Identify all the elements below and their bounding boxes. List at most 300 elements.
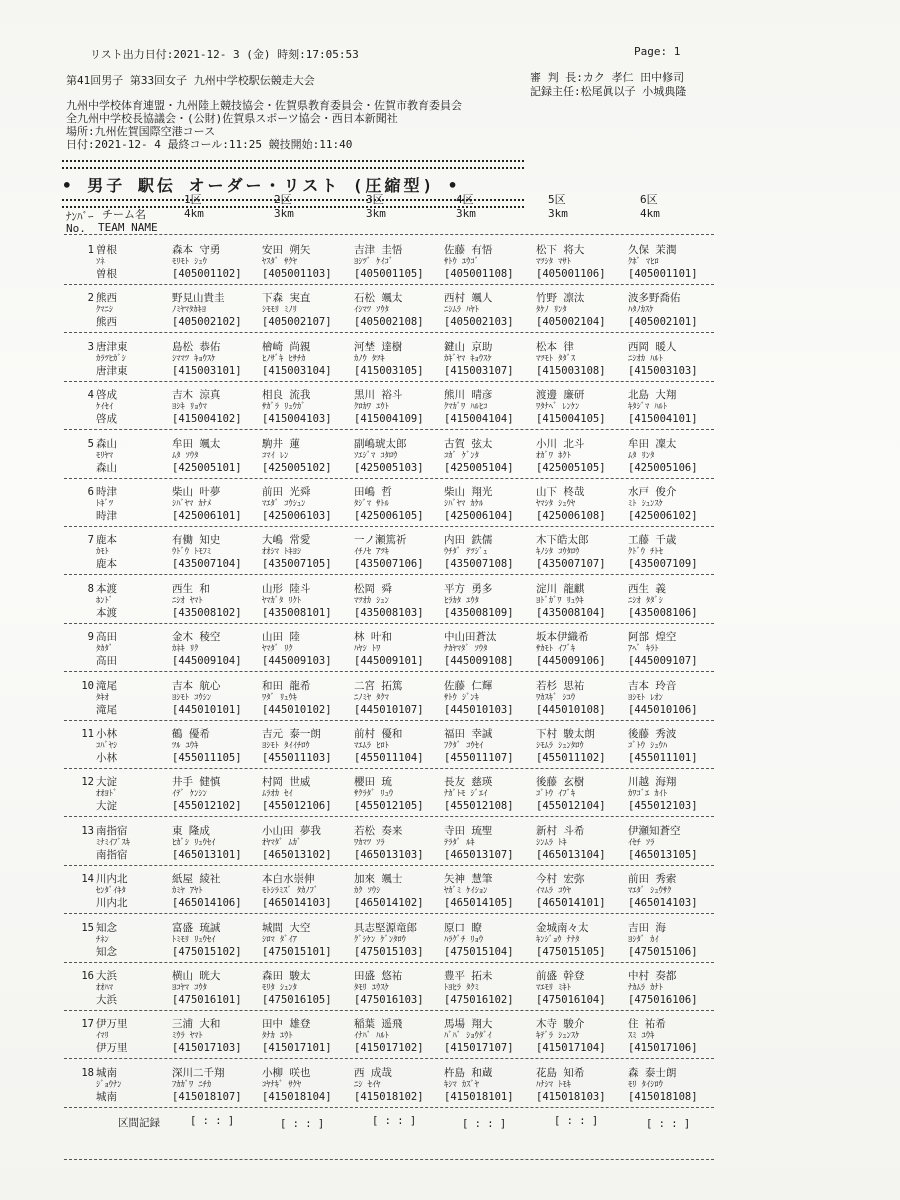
runner-kana: ｵｵｼﾏ ﾄｷﾖｼ [262, 547, 302, 558]
runner-name: 後藤 玄樹 [536, 776, 585, 789]
runner-cell-leg-2 [262, 389, 332, 425]
runner-code: [405002103] [444, 316, 514, 329]
runner-code: [415004102] [172, 413, 242, 426]
runner-name: 工藤 千歳 [628, 534, 677, 547]
title-dots-top [62, 160, 524, 169]
runner-name: 内田 鉄儒 [444, 534, 493, 547]
runner-code: [415004101] [628, 413, 698, 426]
runner-cell-leg-5 [536, 631, 606, 667]
runner-kana: ﾊﾅｼﾏ ﾄﾓｷ [536, 1079, 571, 1090]
runner-name: 紙屋 綾社 [172, 873, 221, 886]
runner-cell-leg-6 [628, 728, 698, 764]
runner-code: [405001101] [628, 268, 698, 280]
leg-5-distance: 3km [548, 207, 568, 220]
row-number: 3 [87, 340, 94, 353]
runner-code: [435008103] [354, 606, 424, 619]
runner-name: 下森 実直 [262, 292, 311, 305]
runner-name: 中村 奏都 [628, 970, 677, 982]
runner-cell-leg-3 [354, 244, 424, 280]
runner-name: 相良 流我 [262, 389, 311, 402]
team-kana: ﾀｷｵ [96, 692, 109, 703]
runner-code: [435007109] [628, 558, 698, 571]
footer-rule [64, 1159, 714, 1160]
runner-kana: ﾊﾀﾉｶｽｹ [628, 305, 654, 316]
runner-code: [445010101] [172, 703, 242, 716]
runner-code: [415017107] [444, 1042, 514, 1055]
row-separator [64, 1058, 714, 1059]
runner-name: 檜崎 尚親 [262, 340, 311, 353]
lap-record-slot-5: [ : : ] [554, 1115, 599, 1128]
runner-kana: ﾖｼﾂﾞ ｹｲｺﾞ [354, 257, 394, 267]
runner-code: [415017106] [628, 1042, 698, 1055]
runner-cell-leg-4 [444, 438, 514, 474]
team-name: 熊西 [96, 292, 117, 305]
runner-cell-leg-4 [444, 776, 514, 812]
runner-code: [415018104] [262, 1090, 332, 1103]
team-name: 知念 [96, 921, 117, 934]
runner-kana: ｺﾏｲ ﾚﾝ [262, 450, 289, 461]
runner-kana: ﾜｶﾏﾂ ｿﾗ [354, 837, 385, 848]
runner-code: [475015104] [444, 945, 514, 958]
runner-kana: ｲﾏﾑﾗ ｺｳﾔ [536, 886, 571, 897]
runner-name: 木下皓太郎 [536, 534, 589, 547]
runner-cell-leg-2 [262, 970, 332, 1006]
runner-kana: ｶｷﾞﾔﾏ ｷｮｳｽｹ [444, 353, 492, 364]
team-kana: ﾀｶﾀﾞ [96, 644, 114, 655]
runner-cell-leg-2 [262, 680, 332, 716]
runner-name: 西 成哉 [354, 1066, 392, 1079]
team-name: 城南 [96, 1066, 117, 1079]
team-cell [96, 1067, 122, 1103]
runner-cell-leg-1 [172, 922, 242, 958]
team-cell [96, 389, 117, 425]
leg-2-name: 2区 [274, 193, 292, 206]
leg-4-name: 4区 [456, 193, 474, 206]
row-number: 15 [81, 921, 94, 934]
runner-cell-leg-4 [444, 534, 514, 570]
runner-code: [475015103] [354, 945, 424, 958]
runner-cell-leg-1 [172, 776, 242, 812]
runner-kana: ﾜｶｽｷﾞ ｼﾕｳ [536, 692, 576, 703]
runner-name: 前田 光舜 [262, 486, 311, 498]
runner-code: [445010102] [262, 703, 332, 716]
runner-cell-leg-5 [536, 873, 606, 909]
runner-name: 馬場 翔大 [444, 1018, 493, 1031]
runner-cell-leg-6 [628, 244, 698, 280]
runner-cell-leg-3 [354, 292, 424, 328]
team-kana: ﾎﾝﾄﾞ [96, 595, 114, 606]
runner-kana: ﾔﾏｶﾞﾀ ﾘｸﾄ [262, 595, 302, 606]
row-separator [64, 381, 714, 382]
runner-cell-leg-2 [262, 873, 332, 909]
runner-kana: ｵｶﾞﾜ ﾎｸﾄ [536, 450, 571, 461]
row-separator [64, 671, 714, 672]
runner-cell-leg-2 [262, 922, 332, 958]
runner-cell-leg-5 [536, 341, 606, 377]
runner-cell-leg-3 [354, 728, 424, 764]
runner-kana: ﾖﾄﾞｶﾞﾜ ﾘｭｳｷ [536, 595, 584, 606]
team-cell [96, 680, 117, 716]
runner-cell-leg-6 [628, 389, 698, 425]
runner-kana: ﾔｽﾀﾞ ｻｸﾔ [262, 257, 297, 267]
row-separator [64, 1010, 714, 1011]
runner-name: 淀川 龍麒 [536, 582, 585, 595]
lap-record-slot-6: [ : : ] [646, 1118, 691, 1131]
runner-cell-leg-3 [354, 970, 424, 1006]
team-cell [96, 776, 117, 812]
runner-cell-leg-4 [444, 1067, 514, 1103]
runner-name: 長友 慈瑛 [444, 776, 493, 789]
runner-code: [435007106] [354, 558, 424, 571]
runner-code: [405001105] [354, 268, 424, 280]
output-datetime: リスト出力日付:2021-12- 3 (金) 時刻:17:05:53 [90, 48, 359, 61]
runner-cell-leg-6 [628, 825, 698, 861]
runner-cell-leg-6 [628, 341, 698, 377]
runner-kana: ﾜﾀﾞ ﾘｭｳｷ [262, 692, 297, 703]
row-number: 4 [87, 389, 94, 402]
runner-code: [455011107] [444, 752, 514, 764]
runner-kana: ｷﾀｼﾞﾏ ﾊﾙﾄ [628, 402, 668, 413]
runner-kana: ｵﾔﾏﾀﾞ ﾑｶﾞ [262, 837, 302, 848]
runner-kana: ｲｾﾁ ｿﾗ [628, 837, 655, 848]
runner-cell-leg-5 [536, 1067, 606, 1103]
runner-name: 下村 駿太朗 [536, 728, 595, 740]
runner-code: [475016103] [354, 994, 424, 1006]
runner-name: 野見山貴圭 [172, 292, 225, 305]
runner-code: [475015105] [536, 945, 606, 958]
runner-code: [415004103] [262, 413, 332, 426]
runner-name: 平方 勇多 [444, 582, 493, 595]
team-kana: ｿﾈ [96, 257, 105, 267]
runner-code: [465014105] [444, 897, 514, 910]
team-name: 唐津東 [96, 340, 128, 353]
runner-code: [465014103] [628, 897, 698, 910]
runner-cell-leg-5 [536, 244, 606, 280]
runner-kana: ﾊﾞﾊﾞ ｼｮｳﾀﾞｲ [444, 1031, 492, 1042]
runner-cell-leg-5 [536, 389, 606, 425]
runner-cell-leg-2 [262, 776, 332, 812]
leg-5-name: 5区 [548, 193, 566, 206]
team-cell [96, 631, 117, 667]
runner-kana: ｸﾞｼｹﾝ ｹﾞﾝﾀﾛｳ [354, 934, 406, 945]
runner-name: 阿部 煌空 [628, 631, 677, 644]
runner-name: 若杉 思祐 [536, 679, 585, 692]
leg-6-name: 6区 [640, 193, 658, 206]
runner-code: [415018101] [444, 1090, 514, 1103]
runner-code: [465014102] [354, 897, 424, 910]
runner-cell-leg-4 [444, 1018, 514, 1054]
runner-cell-leg-5 [536, 486, 606, 522]
runner-kana: ｶｸ ｿｳｼ [354, 886, 381, 897]
runner-cell-leg-3 [354, 922, 424, 958]
runner-code: [475016101] [172, 994, 242, 1006]
runner-name: 井手 健慎 [172, 776, 221, 789]
runner-code: [455011101] [628, 752, 698, 764]
runner-code: [455012106] [262, 800, 332, 813]
team-name-repeat: 伊万里 [96, 1042, 128, 1055]
team-cell [96, 922, 117, 958]
runner-code: [445009108] [444, 655, 514, 668]
runner-code: [425006102] [628, 510, 698, 522]
runner-code: [405001102] [172, 268, 242, 280]
row-separator [64, 284, 714, 285]
runner-cell-leg-2 [262, 341, 332, 377]
runner-name: 田中 雄登 [262, 1018, 311, 1031]
runner-code: [415003103] [628, 364, 698, 377]
runner-code: [425005105] [536, 461, 606, 474]
runner-code: [415018107] [172, 1090, 242, 1103]
runner-name: 吉津 圭悟 [354, 244, 403, 256]
runner-cell-leg-2 [262, 244, 332, 280]
runner-kana: ｼﾓﾑﾗ ｼｭﾝﾀﾛｳ [536, 741, 584, 751]
runner-cell-leg-5 [536, 728, 606, 764]
runner-name: 杵島 和蔵 [444, 1066, 493, 1079]
team-name-repeat: 鹿本 [96, 558, 117, 571]
runner-code: [475015102] [172, 945, 242, 958]
runner-name: 渡邊 廉研 [536, 389, 585, 402]
col-team-en: TEAM NAME [98, 221, 158, 234]
runner-code: [445010108] [536, 703, 606, 716]
runner-kana: ﾖｼﾓﾄ ﾚｵﾝ [628, 692, 663, 703]
runner-code: [455012104] [536, 800, 606, 813]
team-name-repeat: 啓成 [96, 413, 117, 426]
runner-code: [405001106] [536, 268, 606, 280]
runner-kana: ｸﾛｶﾜ ﾕｳﾄ [354, 402, 389, 413]
runner-cell-leg-3 [354, 631, 424, 667]
runner-cell-leg-5 [536, 680, 606, 716]
runner-cell-leg-1 [172, 680, 242, 716]
runner-name: 森 泰士朗 [628, 1066, 677, 1079]
team-kana: ﾁﾈﾝ [96, 934, 109, 945]
runner-cell-leg-1 [172, 631, 242, 667]
runner-name: 黒川 裕斗 [354, 389, 403, 402]
runner-cell-leg-3 [354, 534, 424, 570]
runner-cell-leg-3 [354, 341, 424, 377]
runner-cell-leg-6 [628, 631, 698, 667]
runner-name: 花島 知希 [536, 1066, 585, 1079]
runner-code: [455012105] [354, 800, 424, 813]
runner-kana: ﾄﾐﾓﾘ ﾘｭｳｾｲ [172, 934, 216, 945]
runner-kana: ｼﾊﾞﾔﾏ ｶﾅﾒ [172, 499, 212, 509]
runner-name: 吉木 涼真 [172, 389, 221, 402]
runner-kana: ｼﾓﾓﾘ ﾐﾉﾘ [262, 305, 297, 316]
runner-kana: ﾏﾂｼﾀ ﾏｻﾄ [536, 257, 571, 267]
runner-kana: ﾌｶｶﾞﾜ ﾆﾁｶ [172, 1079, 212, 1090]
runner-kana: ﾑﾗｵｶ ｾｲ [262, 789, 293, 800]
runner-cell-leg-4 [444, 486, 514, 522]
runner-name: 大嶋 常愛 [262, 534, 311, 547]
team-kana: ｸﾏﾆｼ [96, 305, 114, 316]
row-number: 7 [87, 534, 94, 547]
runner-code: [425005102] [262, 461, 332, 474]
runner-code: [455011102] [536, 752, 606, 764]
runner-name: 若松 奏来 [354, 824, 403, 837]
row-separator [64, 720, 714, 721]
runner-name: 寺田 琉聖 [444, 824, 493, 837]
runner-code: [465013105] [628, 848, 698, 861]
runner-name: 坂本伊織希 [536, 631, 589, 644]
team-name-repeat: 小林 [96, 752, 117, 764]
runner-kana: ﾂﾙ ﾕｳｷ [172, 741, 199, 751]
runner-kana: ｲﾅﾊﾞ ﾊﾙﾄ [354, 1031, 389, 1042]
runner-name: 安田 朔矢 [262, 244, 311, 256]
runner-code: [445009107] [628, 655, 698, 668]
runner-name: 吉本 航心 [172, 679, 221, 692]
runner-cell-leg-3 [354, 680, 424, 716]
team-kana: ｺﾊﾞﾔｼ [96, 741, 118, 751]
runner-code: [455011103] [262, 752, 332, 764]
runner-name: 小柳 咲也 [262, 1066, 311, 1079]
runner-name: 森田 駿太 [262, 970, 311, 982]
runner-kana: ﾜﾀﾅﾍﾞ ﾚﾝｹﾝ [536, 402, 580, 413]
runner-name: 山形 陸斗 [262, 582, 311, 595]
runner-name: 松本 律 [536, 340, 574, 353]
team-kana: ｶﾓﾄ [96, 547, 109, 558]
runner-cell-leg-3 [354, 389, 424, 425]
runner-cell-leg-1 [172, 341, 242, 377]
runner-name: 熊川 晴彦 [444, 389, 493, 402]
runner-name: 三浦 大和 [172, 1018, 221, 1031]
runner-code: [415018108] [628, 1090, 698, 1103]
runner-code: [445009101] [354, 655, 424, 668]
runner-kana: ﾊﾔｼ ﾄﾜ [354, 644, 381, 655]
runner-code: [445010106] [628, 703, 698, 716]
team-cell [96, 244, 117, 280]
runner-name: 今村 宏弥 [536, 873, 585, 886]
team-kana: ｶﾗﾂﾋｶﾞｼ [96, 353, 126, 364]
runner-kana: ﾋﾉｻﾞｷ ﾋｻﾁｶ [262, 353, 306, 364]
lap-record-slot-2: [ : : ] [280, 1118, 325, 1131]
runner-kana: ｼﾝﾑﾗ ﾄｷ [536, 837, 567, 848]
team-name-repeat: 本渡 [96, 606, 117, 619]
runner-code: [405001103] [262, 268, 332, 280]
runner-kana: ﾆｼｵｶ ﾊﾙﾄ [628, 353, 663, 364]
runner-code: [455012103] [628, 800, 698, 813]
runner-cell-leg-3 [354, 873, 424, 909]
team-name-repeat: 森山 [96, 461, 117, 474]
runner-kana: ｳﾁﾀﾞ ﾃﾂｼﾞｭ [444, 547, 488, 558]
title-text: • 男子 駅伝 オーダー・リスト (圧縮型) • [62, 176, 461, 195]
runner-cell-leg-5 [536, 292, 606, 328]
team-name: 滝尾 [96, 679, 117, 692]
runner-cell-leg-4 [444, 728, 514, 764]
row-separator [64, 478, 714, 479]
runner-code: [465013102] [262, 848, 332, 861]
row-separator [64, 526, 714, 527]
runner-name: 田盛 悠祐 [354, 970, 403, 982]
runner-cell-leg-2 [262, 728, 332, 764]
runner-name: 森本 守勇 [172, 244, 221, 256]
runner-cell-leg-6 [628, 438, 698, 474]
lap-record-label: 区間記録 [118, 1117, 160, 1130]
runner-name: 牟田 凜太 [628, 437, 677, 450]
runner-name: 小川 北斗 [536, 437, 585, 450]
runner-name: 金木 稜空 [172, 631, 221, 644]
col-team-jp: チーム名 [102, 208, 146, 221]
runner-cell-leg-6 [628, 922, 698, 958]
runner-name: 副嶋琥太郎 [354, 437, 407, 450]
team-name: 本渡 [96, 582, 117, 595]
runner-kana: ﾏﾂｵｶ ｼｭﾝ [354, 595, 389, 606]
runner-cell-leg-6 [628, 486, 698, 522]
leg-4-distance: 3km [456, 207, 476, 220]
runner-name: 住 祐希 [628, 1018, 666, 1031]
runner-cell-leg-4 [444, 631, 514, 667]
runner-kana: ｻﾄｳ ﾕｳｺﾞ [444, 257, 479, 267]
runner-code: [405002107] [262, 316, 332, 329]
runner-name: 西生 義 [628, 582, 666, 595]
runner-cell-leg-2 [262, 534, 332, 570]
team-name: 高田 [96, 631, 117, 644]
runner-kana: ｻｶﾞﾗ ﾘｭｳｶﾞ [262, 402, 306, 413]
runner-name: 吉本 玲音 [628, 679, 677, 692]
runner-code: [415017101] [262, 1042, 332, 1055]
runner-cell-leg-4 [444, 873, 514, 909]
team-kana: ｼﾞｮｳﾅﾝ [96, 1079, 122, 1090]
runner-cell-leg-2 [262, 1067, 332, 1103]
runner-kana: ｷﾝｼﾞｮｳ ﾅﾅﾀ [536, 934, 580, 945]
runner-kana: ｸﾎﾞ ﾏﾋﾛ [628, 257, 659, 267]
team-name: 啓成 [96, 389, 117, 402]
team-kana: ﾓﾘﾔﾏ [96, 450, 114, 461]
runner-code: [465014103] [262, 897, 332, 910]
runner-kana: ﾖｼﾓﾄ ｺｳｼﾝ [172, 692, 212, 703]
runner-name: 吉元 泰一朗 [262, 728, 321, 740]
runner-cell-leg-4 [444, 922, 514, 958]
row-number: 5 [87, 437, 94, 450]
runner-name: 小山田 夢我 [262, 824, 321, 837]
runner-kana: ﾆﾉﾐﾔ ﾀｸﾏ [354, 692, 389, 703]
runner-name: 松岡 舜 [354, 582, 392, 595]
runner-code: [465013104] [536, 848, 606, 861]
runner-cell-leg-5 [536, 1018, 606, 1054]
runner-code: [475016105] [262, 994, 332, 1006]
runner-name: 稲葉 遥飛 [354, 1018, 403, 1031]
runner-cell-leg-1 [172, 486, 242, 522]
runner-cell-leg-1 [172, 1018, 242, 1054]
team-cell [96, 1018, 128, 1054]
runner-kana: ｲﾃﾞ ｹﾝｼﾝ [172, 789, 207, 800]
runner-kana: ﾐｳﾗ ﾔﾏﾄ [172, 1031, 203, 1042]
runner-kana: ｳﾄﾞｳ ﾄﾓﾌﾐ [172, 547, 212, 558]
runner-cell-leg-6 [628, 292, 698, 328]
team-kana: ｹｲｾｲ [96, 402, 114, 413]
runner-kana: ﾆｼﾑﾗ ﾊﾔﾄ [444, 305, 479, 316]
runner-cell-leg-5 [536, 438, 606, 474]
runner-cell-leg-1 [172, 534, 242, 570]
runner-code: [405002108] [354, 316, 424, 329]
leg-1-distance: 4km [184, 207, 204, 220]
runner-name: 豊平 拓未 [444, 970, 493, 982]
runner-name: 深川二千翔 [172, 1066, 225, 1079]
team-cell [96, 534, 117, 570]
runner-name: 西生 和 [172, 582, 210, 595]
runner-cell-leg-2 [262, 438, 332, 474]
row-number: 12 [81, 776, 94, 789]
runner-code: [475016104] [536, 994, 606, 1006]
runner-name: 有働 知史 [172, 534, 221, 547]
team-cell [96, 728, 117, 764]
runner-kana: ﾏｴﾑﾗ ﾋﾛﾄ [354, 741, 389, 751]
runner-kana: ｼﾊﾞﾔﾏ ｶｹﾙ [444, 499, 484, 509]
runner-kana: ﾖｼﾀﾞ ｶｲ [628, 934, 659, 945]
runner-code: [415003108] [536, 364, 606, 377]
runner-kana: ﾆｼｵ ﾔﾏﾄ [172, 595, 203, 606]
runner-name: 北島 大翔 [628, 389, 677, 402]
runner-kana: ｸﾄﾞｳ ﾁﾄｾ [628, 547, 663, 558]
leg-3-name: 3区 [366, 193, 384, 206]
team-cell [96, 873, 128, 909]
